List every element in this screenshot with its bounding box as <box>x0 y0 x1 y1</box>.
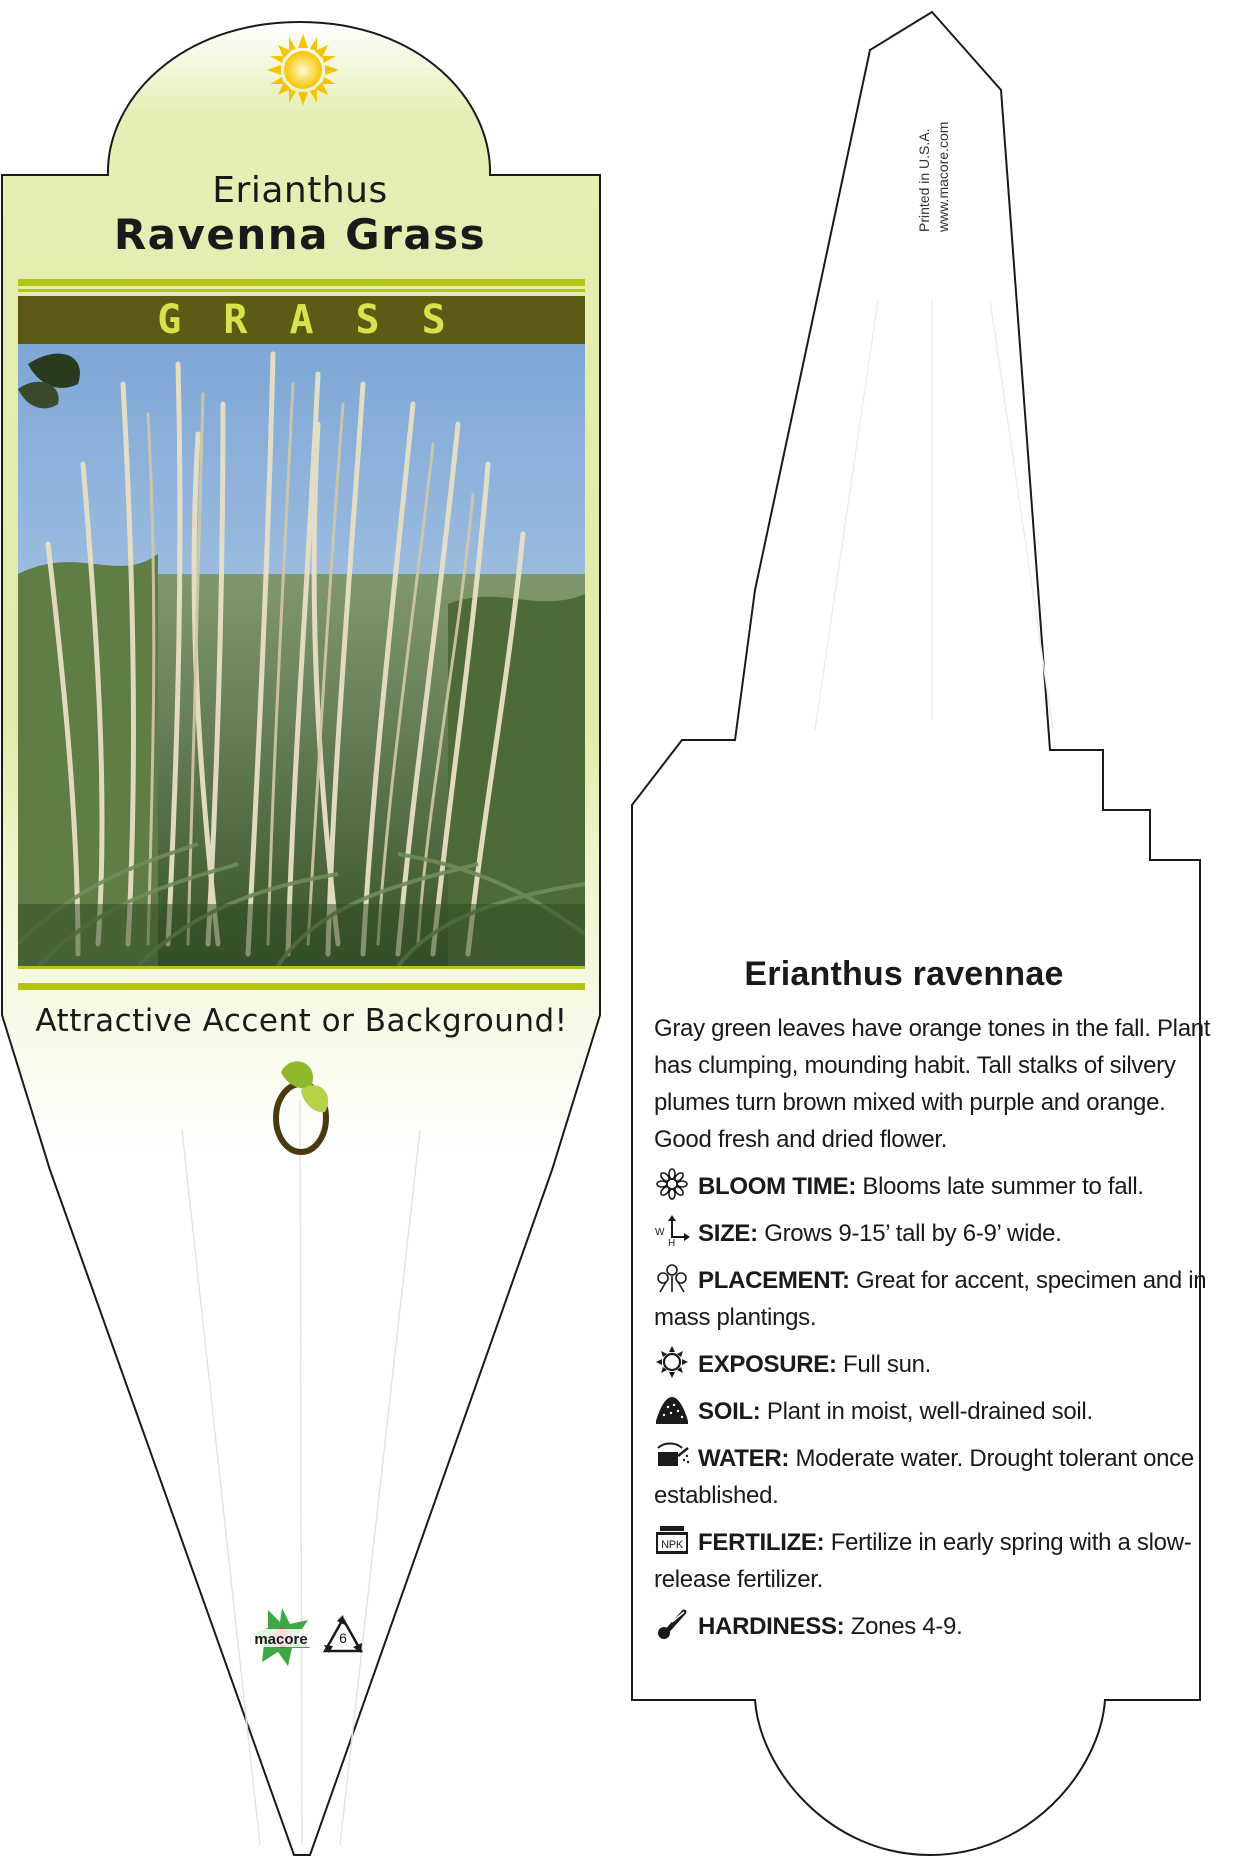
sun-exposure-icon <box>654 1346 690 1378</box>
brand-name: macore <box>254 1631 308 1648</box>
attr-label: HARDINESS: <box>698 1613 845 1640</box>
attr-size <box>654 1215 1214 1252</box>
genus-name: Erianthus <box>212 170 388 211</box>
attr-label: SIZE: <box>698 1220 758 1247</box>
placement-icon <box>654 1262 690 1294</box>
attr-label: WATER: <box>698 1445 790 1472</box>
attr-text: Great for accent, specimen and in mass plantings. <box>654 1267 1207 1331</box>
attr-text: Blooms late summer to fall. <box>862 1173 1144 1200</box>
size-icon-w: W <box>655 1227 665 1238</box>
size-icon-h: H <box>668 1238 675 1247</box>
back-care-info <box>654 955 1214 1645</box>
attr-text: Fertilize in early spring with a slow-release fertilizer. <box>654 1529 1192 1593</box>
attr-soil <box>654 1393 1214 1430</box>
attr-placement <box>654 1262 1214 1336</box>
attr-text: Grows 9-15’ tall by 6-9’ wide. <box>764 1220 1062 1247</box>
attr-label: SOIL: <box>698 1398 761 1425</box>
attr-label: EXPOSURE: <box>698 1351 837 1378</box>
attr-water <box>654 1440 1214 1514</box>
plant-description: Gray green leaves have orange tones in the fall. Plant has clumping, mounding habit. Tall stalks of silvery plumes turn brown mixed with purple and orange. Good fresh and dried flower. <box>654 1015 1211 1153</box>
attr-hardiness <box>654 1608 1214 1645</box>
attr-label: PLACEMENT: <box>698 1267 850 1294</box>
attr-text: Zones 4-9. <box>850 1613 963 1640</box>
grass-photo <box>18 344 585 966</box>
npk-icon <box>654 1524 690 1556</box>
common-name: Ravenna Grass <box>113 210 487 259</box>
npk-icon-text: NPK <box>661 1539 683 1551</box>
attr-label: BLOOM TIME: <box>698 1173 857 1200</box>
soil-icon <box>654 1393 690 1425</box>
tagline: Attractive Accent or Background! <box>35 1003 568 1039</box>
attr-text: Full sun. <box>843 1351 932 1378</box>
category-band: GRASS <box>18 296 585 344</box>
attr-text: Plant in moist, well-drained soil. <box>766 1398 1093 1425</box>
website-text: www.macore.com <box>935 121 951 232</box>
botanical-name: Erianthus ravennae <box>744 955 1064 993</box>
flower-icon <box>654 1168 690 1200</box>
printed-in-text: Printed in U.S.A. <box>916 128 932 232</box>
size-icon <box>654 1215 690 1247</box>
attr-bloom-time <box>654 1168 1214 1205</box>
thermometer-icon <box>654 1608 690 1640</box>
attr-text: Moderate water. Drought tolerant once established. <box>654 1445 1194 1509</box>
watering-can-icon <box>654 1440 690 1472</box>
attr-label: FERTILIZE: <box>698 1529 825 1556</box>
attr-fertilize <box>654 1524 1214 1598</box>
attr-exposure <box>654 1346 1214 1383</box>
recycle-code: 6 <box>339 1630 347 1646</box>
